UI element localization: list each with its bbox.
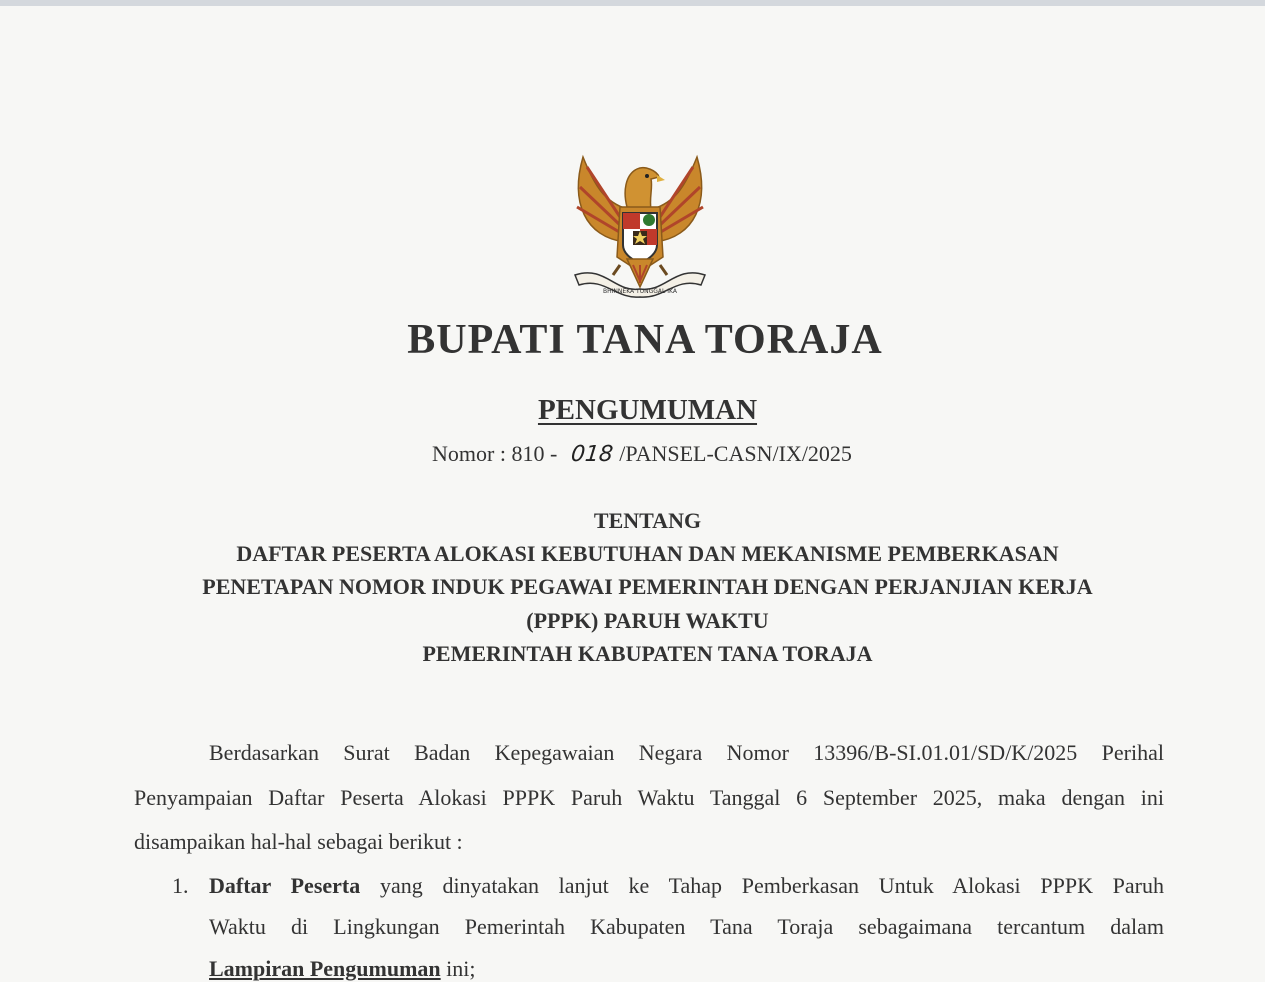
list-item-1-line-2: Waktu di Lingkungan Pemerintah Kabupaten Tana Toraja sebagaimana tercantum dalam [209, 914, 1164, 939]
list-item-1-line-3 [209, 956, 476, 982]
subject-line-4: PEMERINTAH KABUPATEN TANA TORAJA [422, 641, 873, 666]
document-number [432, 441, 852, 467]
subject-line-3: (PPPK) PARUH WAKTU [526, 608, 769, 633]
paragraph-1-line-2: Penyampaian Daftar Peserta Alokasi PPPK Paruh Waktu Tanggal 6 September 2025, maka dengan ini [134, 785, 1164, 810]
number-prefix: Nomor : 810 - [432, 441, 558, 466]
page-title: BUPATI TANA TORAJA [407, 317, 883, 363]
announcement-heading [0, 394, 1265, 427]
emblem-motto: BHINNEKA TUNGGAL IKA [603, 288, 677, 295]
number-handwritten: 018 [569, 442, 615, 467]
subject-tentang: TENTANG [593, 508, 702, 533]
paragraph-1-line-1: Berdasarkan Surat Badan Kepegawaian Negara Nomor 13396/B-SI.01.01/SD/K/2025 Perihal [209, 740, 1164, 765]
list-item-1-number: 1. [172, 873, 189, 898]
list-item-1-line-3-rest: ini; [446, 956, 476, 981]
attachment-reference: Lampiran Pengumuman [209, 956, 441, 981]
announcement-label: PENGUMUMAN [537, 394, 758, 426]
list-item-1-rest: yang dinyatakan lanjut ke Tahap Pemberkasan Untuk Alokasi PPPK Paruh [379, 873, 1165, 898]
subject-line-1: DAFTAR PESERTA ALOKASI KEBUTUHAN DAN MEKANISME PEMBERKASAN [236, 541, 1059, 566]
number-suffix: /PANSEL-CASN/IX/2025 [619, 441, 852, 466]
list-item-1-line-1 [209, 873, 1164, 899]
paragraph-1-line-3: disampaikan hal-hal sebagai berikut : [134, 829, 463, 854]
subject-line-2: PENETAPAN NOMOR INDUK PEGAWAI PEMERINTAH DENGAN PERJANJIAN KERJA [202, 574, 1093, 599]
list-item-1-bold: Daftar Peserta [209, 873, 361, 898]
garuda-pancasila-emblem-icon [565, 147, 715, 302]
